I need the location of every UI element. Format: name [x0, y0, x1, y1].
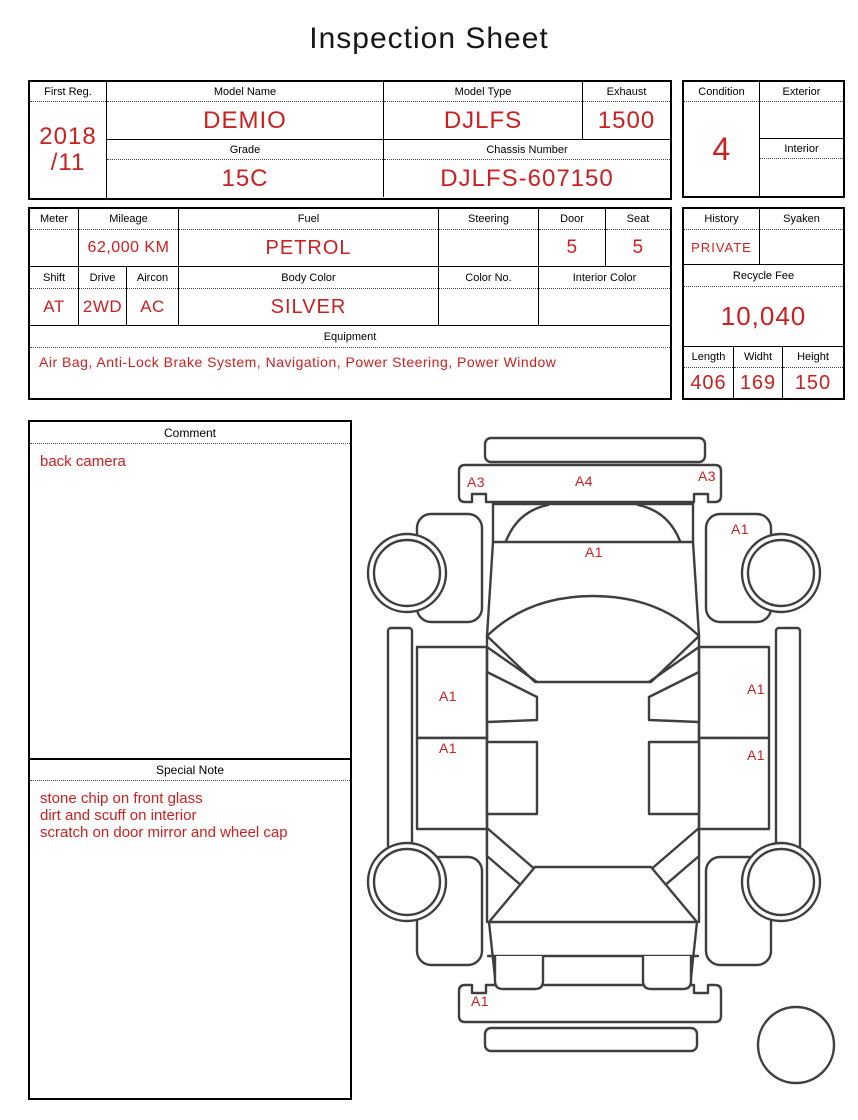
door-label: Door	[539, 209, 605, 230]
damage-marker: A1	[438, 688, 458, 704]
special-note-line: stone chip on front glass	[40, 790, 203, 807]
damage-marker: A3	[697, 468, 717, 484]
drive-label: Drive	[79, 267, 126, 289]
body-color-cell	[179, 267, 439, 325]
interior-color-label: Interior Color	[539, 267, 670, 289]
diagram-markers	[360, 425, 840, 1117]
damage-marker: A1	[470, 993, 490, 1009]
syaken-label: Syaken	[760, 209, 843, 230]
spec-table	[28, 207, 672, 400]
seat-value: 5	[632, 237, 644, 258]
length-cell	[684, 347, 734, 398]
special-note-line: scratch on door mirror and wheel cap	[40, 824, 288, 841]
exhaust-label: Exhaust	[583, 82, 670, 102]
meter-label: Meter	[30, 209, 78, 230]
steering-cell	[439, 209, 539, 266]
drive-value: 2WD	[82, 297, 123, 316]
model-name-label: Model Name	[107, 82, 383, 102]
color-no-value	[439, 289, 538, 325]
special-note-line: dirt and scuff on interior	[40, 807, 197, 824]
condition-cell	[684, 82, 760, 196]
model-type-cell	[384, 82, 583, 139]
aircon-cell	[127, 267, 179, 325]
damage-marker: A1	[746, 681, 766, 697]
model-type-label: Model Type	[384, 82, 582, 102]
model-name-cell	[107, 82, 384, 139]
chassis-number-label: Chassis Number	[384, 140, 670, 160]
exterior-label: Exterior	[760, 82, 843, 102]
body-color-value: SILVER	[270, 295, 347, 318]
door-value: 5	[566, 237, 578, 258]
syaken-cell	[760, 209, 843, 264]
interior-color-value	[539, 289, 670, 325]
shift-cell	[30, 267, 79, 325]
body-color-label: Body Color	[179, 267, 438, 289]
color-no-label: Color No.	[439, 267, 538, 289]
width-value: 169	[739, 371, 777, 394]
mileage-label: Mileage	[79, 209, 178, 230]
width-cell	[734, 347, 783, 398]
meter-value	[30, 230, 78, 266]
first-reg-cell	[30, 82, 107, 198]
mileage-cell	[79, 209, 179, 266]
shift-value: AT	[43, 297, 65, 316]
first-reg-value: 2018 /11	[39, 123, 97, 176]
history-cell	[684, 209, 760, 264]
length-label: Length	[684, 347, 733, 368]
height-label: Height	[783, 347, 843, 368]
equipment-label: Equipment	[30, 326, 670, 348]
history-label: History	[684, 209, 759, 230]
exhaust-cell	[583, 82, 670, 139]
steering-value	[439, 230, 538, 266]
seat-label: Seat	[606, 209, 670, 230]
damage-marker: A1	[730, 521, 750, 537]
chassis-number-cell	[384, 140, 670, 197]
comment-box	[28, 420, 352, 1100]
chassis-number-value: DJLFS-607150	[440, 164, 614, 192]
damage-marker: A1	[746, 747, 766, 763]
equipment-cell	[30, 325, 670, 398]
damage-marker: A3	[466, 474, 486, 490]
height-cell	[783, 347, 843, 398]
grade-label: Grade	[107, 140, 383, 160]
aircon-label: Aircon	[127, 267, 178, 289]
door-cell	[539, 209, 606, 266]
seat-cell	[606, 209, 670, 266]
mileage-value: 62,000 KM	[87, 239, 170, 256]
grade-value: 15C	[221, 164, 269, 192]
color-no-cell	[439, 267, 539, 325]
first-reg-label: First Reg.	[30, 82, 106, 102]
exterior-value	[760, 102, 843, 139]
length-value: 406	[690, 371, 727, 394]
damage-marker: A1	[438, 740, 458, 756]
special-note-value	[30, 781, 350, 1098]
model-name-value: DEMIO	[203, 106, 287, 134]
height-value: 150	[794, 371, 832, 394]
model-type-value: DJLFS	[443, 106, 523, 134]
recycle-fee-value: 10,040	[720, 301, 807, 331]
fuel-cell	[179, 209, 439, 266]
interior-label: Interior	[760, 139, 843, 159]
damage-marker: A1	[584, 544, 604, 560]
meter-cell	[30, 209, 79, 266]
aircon-value: AC	[140, 297, 165, 316]
vehicle-id-table	[28, 80, 672, 200]
exhaust-value: 1500	[597, 106, 656, 134]
fuel-label: Fuel	[179, 209, 438, 230]
history-panel	[682, 207, 845, 400]
syaken-value	[760, 230, 843, 264]
condition-box	[682, 80, 845, 198]
special-note-label: Special Note	[30, 758, 350, 781]
car-diagram	[360, 425, 840, 1117]
recycle-fee-cell	[684, 264, 843, 346]
steering-label: Steering	[439, 209, 538, 230]
width-label: Widht	[734, 347, 782, 368]
condition-value: 4	[712, 130, 731, 167]
grade-cell	[107, 140, 384, 197]
page-title: Inspection Sheet	[309, 22, 549, 55]
comment-value: back camera	[40, 453, 126, 470]
recycle-fee-label: Recycle Fee	[684, 265, 843, 287]
interior-color-cell	[539, 267, 670, 325]
history-value: PRIVATE	[691, 239, 752, 255]
fuel-value: PETROL	[265, 236, 352, 259]
interior-value	[760, 159, 843, 196]
damage-marker: A4	[574, 473, 594, 489]
shift-label: Shift	[30, 267, 78, 289]
comment-label: Comment	[30, 422, 350, 444]
drive-cell	[79, 267, 127, 325]
condition-label: Condition	[684, 82, 759, 102]
equipment-value: Air Bag, Anti-Lock Brake System, Navigation, Power Steering, Power Window	[39, 354, 557, 370]
